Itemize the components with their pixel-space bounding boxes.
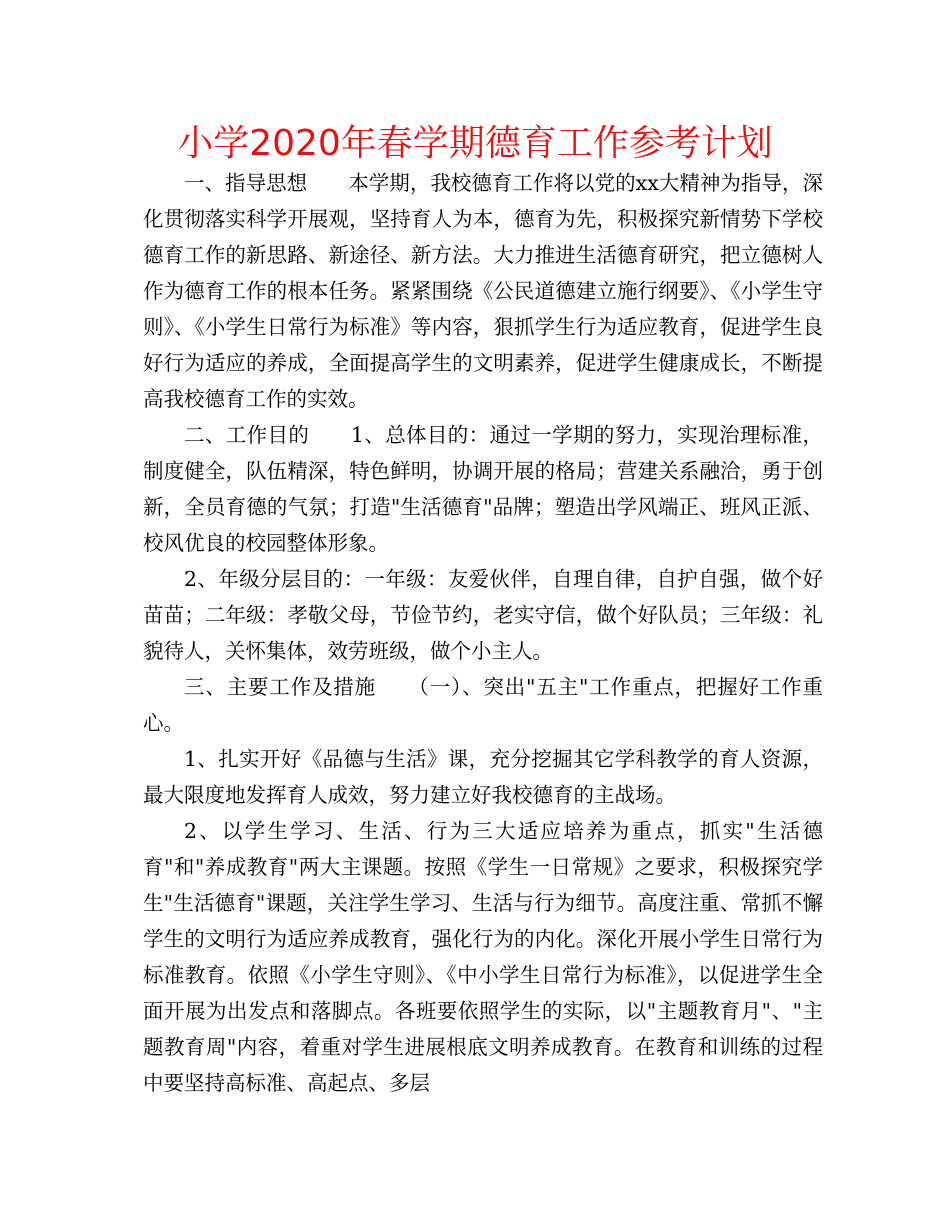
paragraph-measure-2: 2、以学生学习、生活、行为三大适应培养为重点，抓实"生活德育"和"养成教育"两大主课题。按照《学生一日常规》之要求，积极探究学生"生活德育"课题，关注学生学习、生活与行为细节。高度注重、常抓不懈学生的文明行为适应养成教育，强化行为的内化。深化开展小学生日常行为标准教育。依照《小学生守则》、《中小学生日常行为标准》，以促进学生全面开展为出发点和落脚点。各班要依照学生的实际，以"主题教育月"、"主题教育周"内容，着重对学生进展根底文明养成教育。在教育和训练的过程中要坚持高标准、高起点、多层 (143, 819, 823, 1095)
paragraph-main-measures: 三、主要工作及措施 （一）、突出"五主"工作重点，把握好工作重心。 (143, 675, 823, 735)
paragraph-work-goals: 二、工作目的 1、总体目的：通过一学期的努力，实现治理标准，制度健全，队伍精深，特色鲜明，协调开展的格局；营建关系融洽，勇于创新，全员育德的气氛；打造"生活德育"品牌；塑造出学风端正、班风正派、校风优良的校园整体形象。 (143, 423, 823, 555)
paragraph-grade-goals: 2、年级分层目的：一年级：友爱伙伴，自理自律，自护自强，做个好苗苗；二年级：孝敬父母，节俭节约，老实守信，做个好队员；三年级：礼貌待人，关怀集体，效劳班级，做个小主人。 (143, 567, 823, 663)
document-body (143, 165, 823, 1101)
paragraph-measure-1: 1、扎实开好《品德与生活》课，充分挖掘其它学科教学的育人资源，最大限度地发挥育人成效，努力建立好我校德育的主战场。 (143, 747, 823, 807)
paragraph-guiding-ideology: 一、指导思想 本学期，我校德育工作将以党的xx大精神为指导，深化贯彻落实科学开展观，坚持育人为本，德育为先，积极探究新情势下学校德育工作的新思路、新途径、新方法。大力推进生活德育研究，把立德树人作为德育工作的根本任务。紧紧围绕《公民道德建立施行纲要》、《小学生守则》、《小学生日常行为标准》等内容，狠抓学生行为适应教育，促进学生良好行为适应的养成，全面提高学生的文明素养，促进学生健康成长，不断提高我校德育工作的实效。 (143, 171, 823, 411)
document-title: 小学2020年春学期德育工作参考计划 (177, 123, 773, 164)
